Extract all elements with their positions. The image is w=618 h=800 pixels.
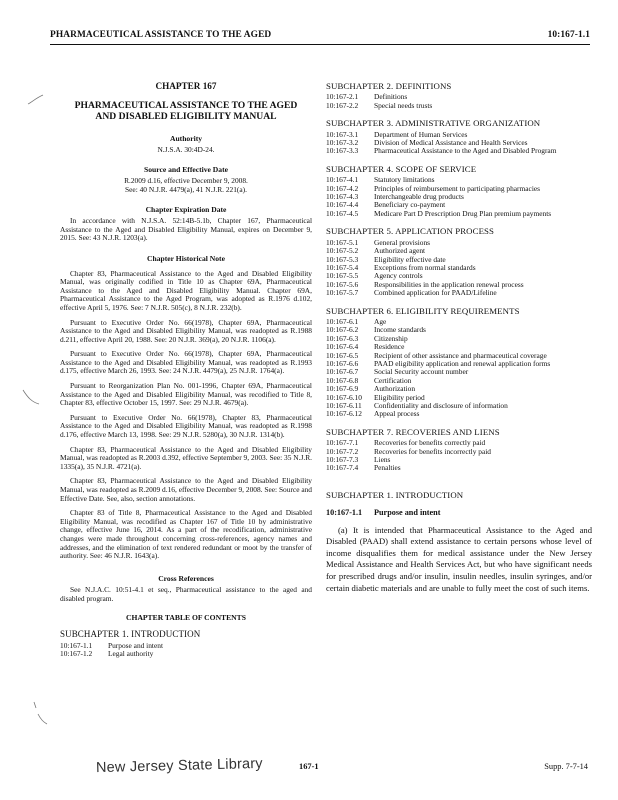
toc-item-label: Eligibility effective date xyxy=(374,254,446,264)
toc-subchapter-title: SUBCHAPTER 6. ELIGIBILITY REQUIREMENTS xyxy=(326,305,520,316)
section-body: (a) It is intended that Pharmaceutical Assistance to the Aged and Disabled (PAAD) shall extend assistance to certain persons whose level of income disqualifies them for medical assistance under the New Jersey Medical Assistance and Health Services Act, but who have significant needs for prescribed drugs and/or insulin, insulin needles, insulin syringes, and/or certain diabetic materials and are unable to fully meet the cost of such items. xyxy=(326,524,592,593)
library-stamp: New Jersey State Library xyxy=(95,755,263,777)
toc-item-label: Citizenship xyxy=(374,333,408,343)
toc-item xyxy=(326,147,592,155)
toc-subchapter xyxy=(326,227,592,297)
toc-item-number: 10:167-4.5 xyxy=(326,208,359,218)
toc-item-number: 10:167-6.2 xyxy=(326,325,359,335)
toc-item xyxy=(326,239,592,247)
toc-item-number: 10:167-6.9 xyxy=(326,384,359,394)
toc-item-number: 10:167-6.10 xyxy=(326,392,362,402)
toc-item-number: 10:167-5.5 xyxy=(326,271,359,281)
toc-continued xyxy=(326,82,592,473)
toc-item xyxy=(326,402,592,410)
history-heading: Chapter Historical Note xyxy=(147,253,225,263)
toc-item xyxy=(326,210,592,218)
toc-item xyxy=(326,193,592,201)
toc-item xyxy=(326,377,592,385)
toc-subchapter-title: SUBCHAPTER 3. ADMINISTRATIVE ORGANIZATION xyxy=(326,118,541,129)
toc-item-number: 10:167-3.2 xyxy=(326,138,359,148)
toc-item-number: 10:167-5.2 xyxy=(326,246,359,256)
toc-item-label: General provisions xyxy=(374,237,431,247)
toc-item-label: Statutory limitations xyxy=(374,175,435,185)
toc-item-label: Department of Human Services xyxy=(374,129,468,139)
toc-item-number: 10:167-6.6 xyxy=(326,358,359,368)
toc-item xyxy=(60,642,312,651)
toc-item xyxy=(326,385,592,393)
toc-item-number: 10:167-6.12 xyxy=(326,409,362,419)
toc-item-label: Special needs trusts xyxy=(374,100,433,110)
toc-item-number: 10:167-6.11 xyxy=(326,401,362,410)
toc-item-number: 10:167-5.3 xyxy=(326,254,359,264)
toc-item xyxy=(326,93,592,101)
toc-item-label: Interchangeable drug products xyxy=(374,192,464,202)
chapter-title-line-1: PHARMACEUTICAL ASSISTANCE TO THE AGED xyxy=(74,99,298,111)
toc-item-number: 10:167-7.2 xyxy=(326,446,359,456)
section-number: 10:167-1.1 xyxy=(326,508,363,518)
toc-item xyxy=(326,326,592,334)
toc-item xyxy=(60,650,312,659)
cross-references-heading: Cross References xyxy=(158,573,214,583)
toc-item-label: Recipient of other assistance and pharmaceutical coverage xyxy=(374,350,547,360)
expiration-heading: Chapter Expiration Date xyxy=(145,204,227,214)
running-header-title: PHARMACEUTICAL ASSISTANCE TO THE AGED xyxy=(50,30,272,40)
toc-item-label: Recoveries for benefits correctly paid xyxy=(374,438,486,448)
toc-item-number: 10:167-7.1 xyxy=(326,438,359,448)
history-paragraph: Chapter 83, Pharmaceutical Assistance to the Aged and Disabled Eligibility Manual, was readopted as R.2009 d.16, effective December 9, 2008. See: Source and Effective Date. See, also, section annotations. xyxy=(60,476,312,503)
history-paragraph: Chapter 83, Pharmaceutical Assistance to the Aged and Disabled Eligibility Manual, was readopted as R.2003 d.392, effective September 9, 2003. See: 35 N.J.R. 1335(a), 35 N.J.R. 4721(a). xyxy=(60,444,312,471)
right-column xyxy=(326,82,592,594)
toc-subchapter xyxy=(326,428,592,473)
toc-item-number: 10:167-2.1 xyxy=(326,92,359,102)
section-title: Purpose and intent xyxy=(374,508,441,518)
authority-heading: Authority xyxy=(169,133,203,143)
toc-item xyxy=(326,102,592,110)
toc-item xyxy=(326,368,592,376)
source-text xyxy=(60,177,312,194)
subchapter-1-heading: SUBCHAPTER 1. INTRODUCTION xyxy=(326,489,464,500)
history-paragraph: Pursuant to Executive Order No. 66(1978), Chapter 69A, Pharmaceutical Assistance to the Aged and Disabled Eligibility Manual, was readopted as R.1993 d.175, effective March 26, 1993. See: 24 N.J.R. 4479(a), 25 N.J.R. 1764(a). xyxy=(60,349,312,376)
toc-item-label: Responsibilities in the application renewal process xyxy=(374,279,524,289)
toc-item-number: 10:167-5.4 xyxy=(326,262,359,272)
margin-mark-3 xyxy=(30,700,50,726)
authority-text: N.J.S.A. 30:4D-24. xyxy=(157,145,215,155)
source-line-1: R.2009 d.16, effective December 9, 2008. xyxy=(124,176,248,186)
toc-heading: CHAPTER TABLE OF CONTENTS xyxy=(126,612,246,622)
toc-item-label: Combined application for PAAD/Lifeline xyxy=(374,288,497,298)
toc-item-label: Agency controls xyxy=(374,271,423,281)
toc-item-number: 10:167-1.2 xyxy=(60,649,93,659)
toc-item-number: 10:167-7.4 xyxy=(326,463,359,473)
toc-item xyxy=(326,335,592,343)
toc-item-label: Legal authority xyxy=(108,649,154,659)
toc-item xyxy=(326,464,592,472)
toc-item-label: Liens xyxy=(374,455,391,465)
toc-item-number: 10:167-4.2 xyxy=(326,183,359,193)
chapter-number: CHAPTER 167 xyxy=(155,81,217,91)
toc-item-label: Penalties xyxy=(374,463,401,473)
toc-item-number: 10:167-1.1 xyxy=(60,640,93,650)
toc-item-label: Exceptions from normal standards xyxy=(374,262,476,272)
running-header-page-ref: 10:167-1.1 xyxy=(547,30,590,40)
toc-subchapter-title: SUBCHAPTER 2. DEFINITIONS xyxy=(326,81,452,91)
history-paragraph: Pursuant to Reorganization Plan No. 001-1996, Chapter 69A, Pharmaceutical Assistance to the Aged and Disabled Eligibility Manual, was recodified to Title 8, Chapter 83, effective October 15, 1997. See: 29 N.J.R. 4679(a). xyxy=(60,381,312,408)
history-paragraph: Chapter 83, Pharmaceutical Assistance to the Aged and Disabled Eligibility Manual, was originally codified in Title 10 as Chapter 69A, Pharmaceutical Assistance to the Aged and Disabled Eligibility Manual. Chapter 69A, Pharmaceutical Assistance to the Aged Program, was adopted as R.1976 d.102, effective April 5, 1976. See: 7 N.J.R. 505(c), 8 N.J.R. 232(b). xyxy=(60,268,312,312)
section-heading xyxy=(326,509,592,517)
chapter-title xyxy=(60,100,312,123)
toc-item-number: 10:167-5.1 xyxy=(326,237,359,247)
toc-subchapter xyxy=(326,165,592,218)
toc-item xyxy=(326,264,592,272)
toc-item-number: 10:167-6.4 xyxy=(326,342,359,352)
toc-subchapter-title: SUBCHAPTER 4. SCOPE OF SERVICE xyxy=(326,163,477,174)
toc-item-label: Social Security account number xyxy=(374,367,469,377)
toc-subchapter-title: SUBCHAPTER 5. APPLICATION PROCESS xyxy=(326,226,495,237)
toc-item-label: Principles of reimbursement to participating pharmacies xyxy=(374,183,541,193)
history-paragraph: Pursuant to Executive Order No. 66(1978), Chapter 69A, Pharmaceutical Assistance to the Aged and Disabled Eligibility Manual, was readopted as R.1988 d.211, effective April 20, 1988. See: 20 N.J.R. 369(a), 20 N.J.R. 1106(a). xyxy=(60,317,312,344)
toc-item-label: Residence xyxy=(374,342,405,352)
running-header xyxy=(50,30,590,40)
source-heading: Source and Effective Date xyxy=(143,164,228,174)
toc-item-number: 10:167-4.1 xyxy=(326,175,359,185)
toc-item-number: 10:167-4.3 xyxy=(326,192,359,202)
toc-item-number: 10:167-6.5 xyxy=(326,350,359,360)
toc-item xyxy=(326,448,592,456)
margin-mark-2 xyxy=(20,386,42,408)
toc-item-label: Definitions xyxy=(374,92,408,102)
toc-item-label: Certification xyxy=(374,375,412,385)
toc-item-label: Age xyxy=(374,316,387,326)
toc-item-label: Appeal process xyxy=(374,409,420,419)
chapter-title-line-2: AND DISABLED ELIGIBILITY MANUAL xyxy=(95,111,277,123)
margin-mark-1 xyxy=(26,92,46,108)
history-paragraph: Pursuant to Executive Order No. 66(1978), Chapter 83, Pharmaceutical Assistance to the Aged and Disabled Eligibility Manual, was readopted as R.1998 d.176, effective March 13, 1998. See: 29 N.J.R. 5280(a), 30 N.J.R. 1314(b). xyxy=(60,412,312,440)
toc-item-label: Authorization xyxy=(374,384,416,394)
toc-item-label: Medicare Part D Prescription Drug Plan premium payments xyxy=(374,208,552,218)
toc-item-label: Recoveries for benefits incorrectly paid xyxy=(374,446,491,456)
toc-item-number: 10:167-5.7 xyxy=(326,288,359,298)
toc-item-number: 10:167-3.1 xyxy=(326,129,359,139)
toc-item-label: Purpose and intent xyxy=(108,640,164,650)
page-number: 167-1 xyxy=(299,762,319,771)
toc-subchapter-1-title: SUBCHAPTER 1. INTRODUCTION xyxy=(60,629,201,640)
toc-item-number: 10:167-6.1 xyxy=(326,316,359,326)
toc-item-number: 10:167-2.2 xyxy=(326,100,359,110)
toc-item-label: PAAD eligibility application and renewal application forms xyxy=(374,358,551,368)
source-line-2: See: 40 N.J.R. 4479(a), 41 N.J.R. 221(a). xyxy=(125,184,247,194)
toc-item-number: 10:167-4.4 xyxy=(326,200,359,210)
toc-item-number: 10:167-7.3 xyxy=(326,455,359,465)
toc-subchapter xyxy=(326,119,592,156)
cross-references-text: See N.J.A.C. 10:51-4.1 et seq., Pharmaceutical assistance to the aged and disabled program. xyxy=(60,585,312,603)
toc-item-number: 10:167-6.7 xyxy=(326,367,359,377)
header-rule xyxy=(50,44,590,45)
toc-item-number: 10:167-5.6 xyxy=(326,279,359,289)
toc-item-label: Authorized agent xyxy=(374,246,426,256)
history-paragraph: Chapter 83 of Title 8, Pharmaceutical Assistance to the Aged and Disabled Eligibility Manual, was recodified as Chapter 167 of Title 10 by administrative change, effective June 16, 2014. As a part of the recodification, administrative changes were made throughout concerning cross-references, agency names and addresses, and the elimination of text rendered redundant or moot by the transfer of authority. See: 46 N.J.R. 1643(a). xyxy=(60,508,312,561)
toc-item-label: Pharmaceutical Assistance to the Aged and Disabled Program xyxy=(374,146,557,156)
toc-item xyxy=(326,456,592,464)
toc-item xyxy=(326,289,592,297)
toc-item-number: 10:167-3.3 xyxy=(326,146,359,156)
toc-item xyxy=(326,410,592,418)
toc-subchapter xyxy=(326,82,592,110)
supplement-date: Supp. 7-7-14 xyxy=(544,762,588,771)
toc-item-label: Division of Medical Assistance and Health Services xyxy=(374,138,528,148)
toc-subchapter-title: SUBCHAPTER 7. RECOVERIES AND LIENS xyxy=(326,426,500,437)
toc-item-number: 10:167-6.3 xyxy=(326,333,359,343)
toc-item-number: 10:167-6.8 xyxy=(326,375,359,385)
toc-item-label: Income standards xyxy=(374,325,426,335)
expiration-text: In accordance with N.J.S.A. 52:14B-5.1b, Chapter 167, Pharmaceutical Assistance to the Aged and Disabled Eligibility Manual, expires on December 9, 2015. See: 43 N.J.R. 1203(a). xyxy=(60,216,312,243)
toc-item xyxy=(326,318,592,326)
toc-item xyxy=(326,247,592,255)
toc-item-label: Confidentiality and disclosure of information xyxy=(374,401,508,410)
toc-item-label: Beneficiary co-payment xyxy=(374,200,446,210)
left-column xyxy=(60,82,312,659)
toc-item-label: Eligibility period xyxy=(374,392,425,402)
toc-subchapter xyxy=(326,307,592,419)
